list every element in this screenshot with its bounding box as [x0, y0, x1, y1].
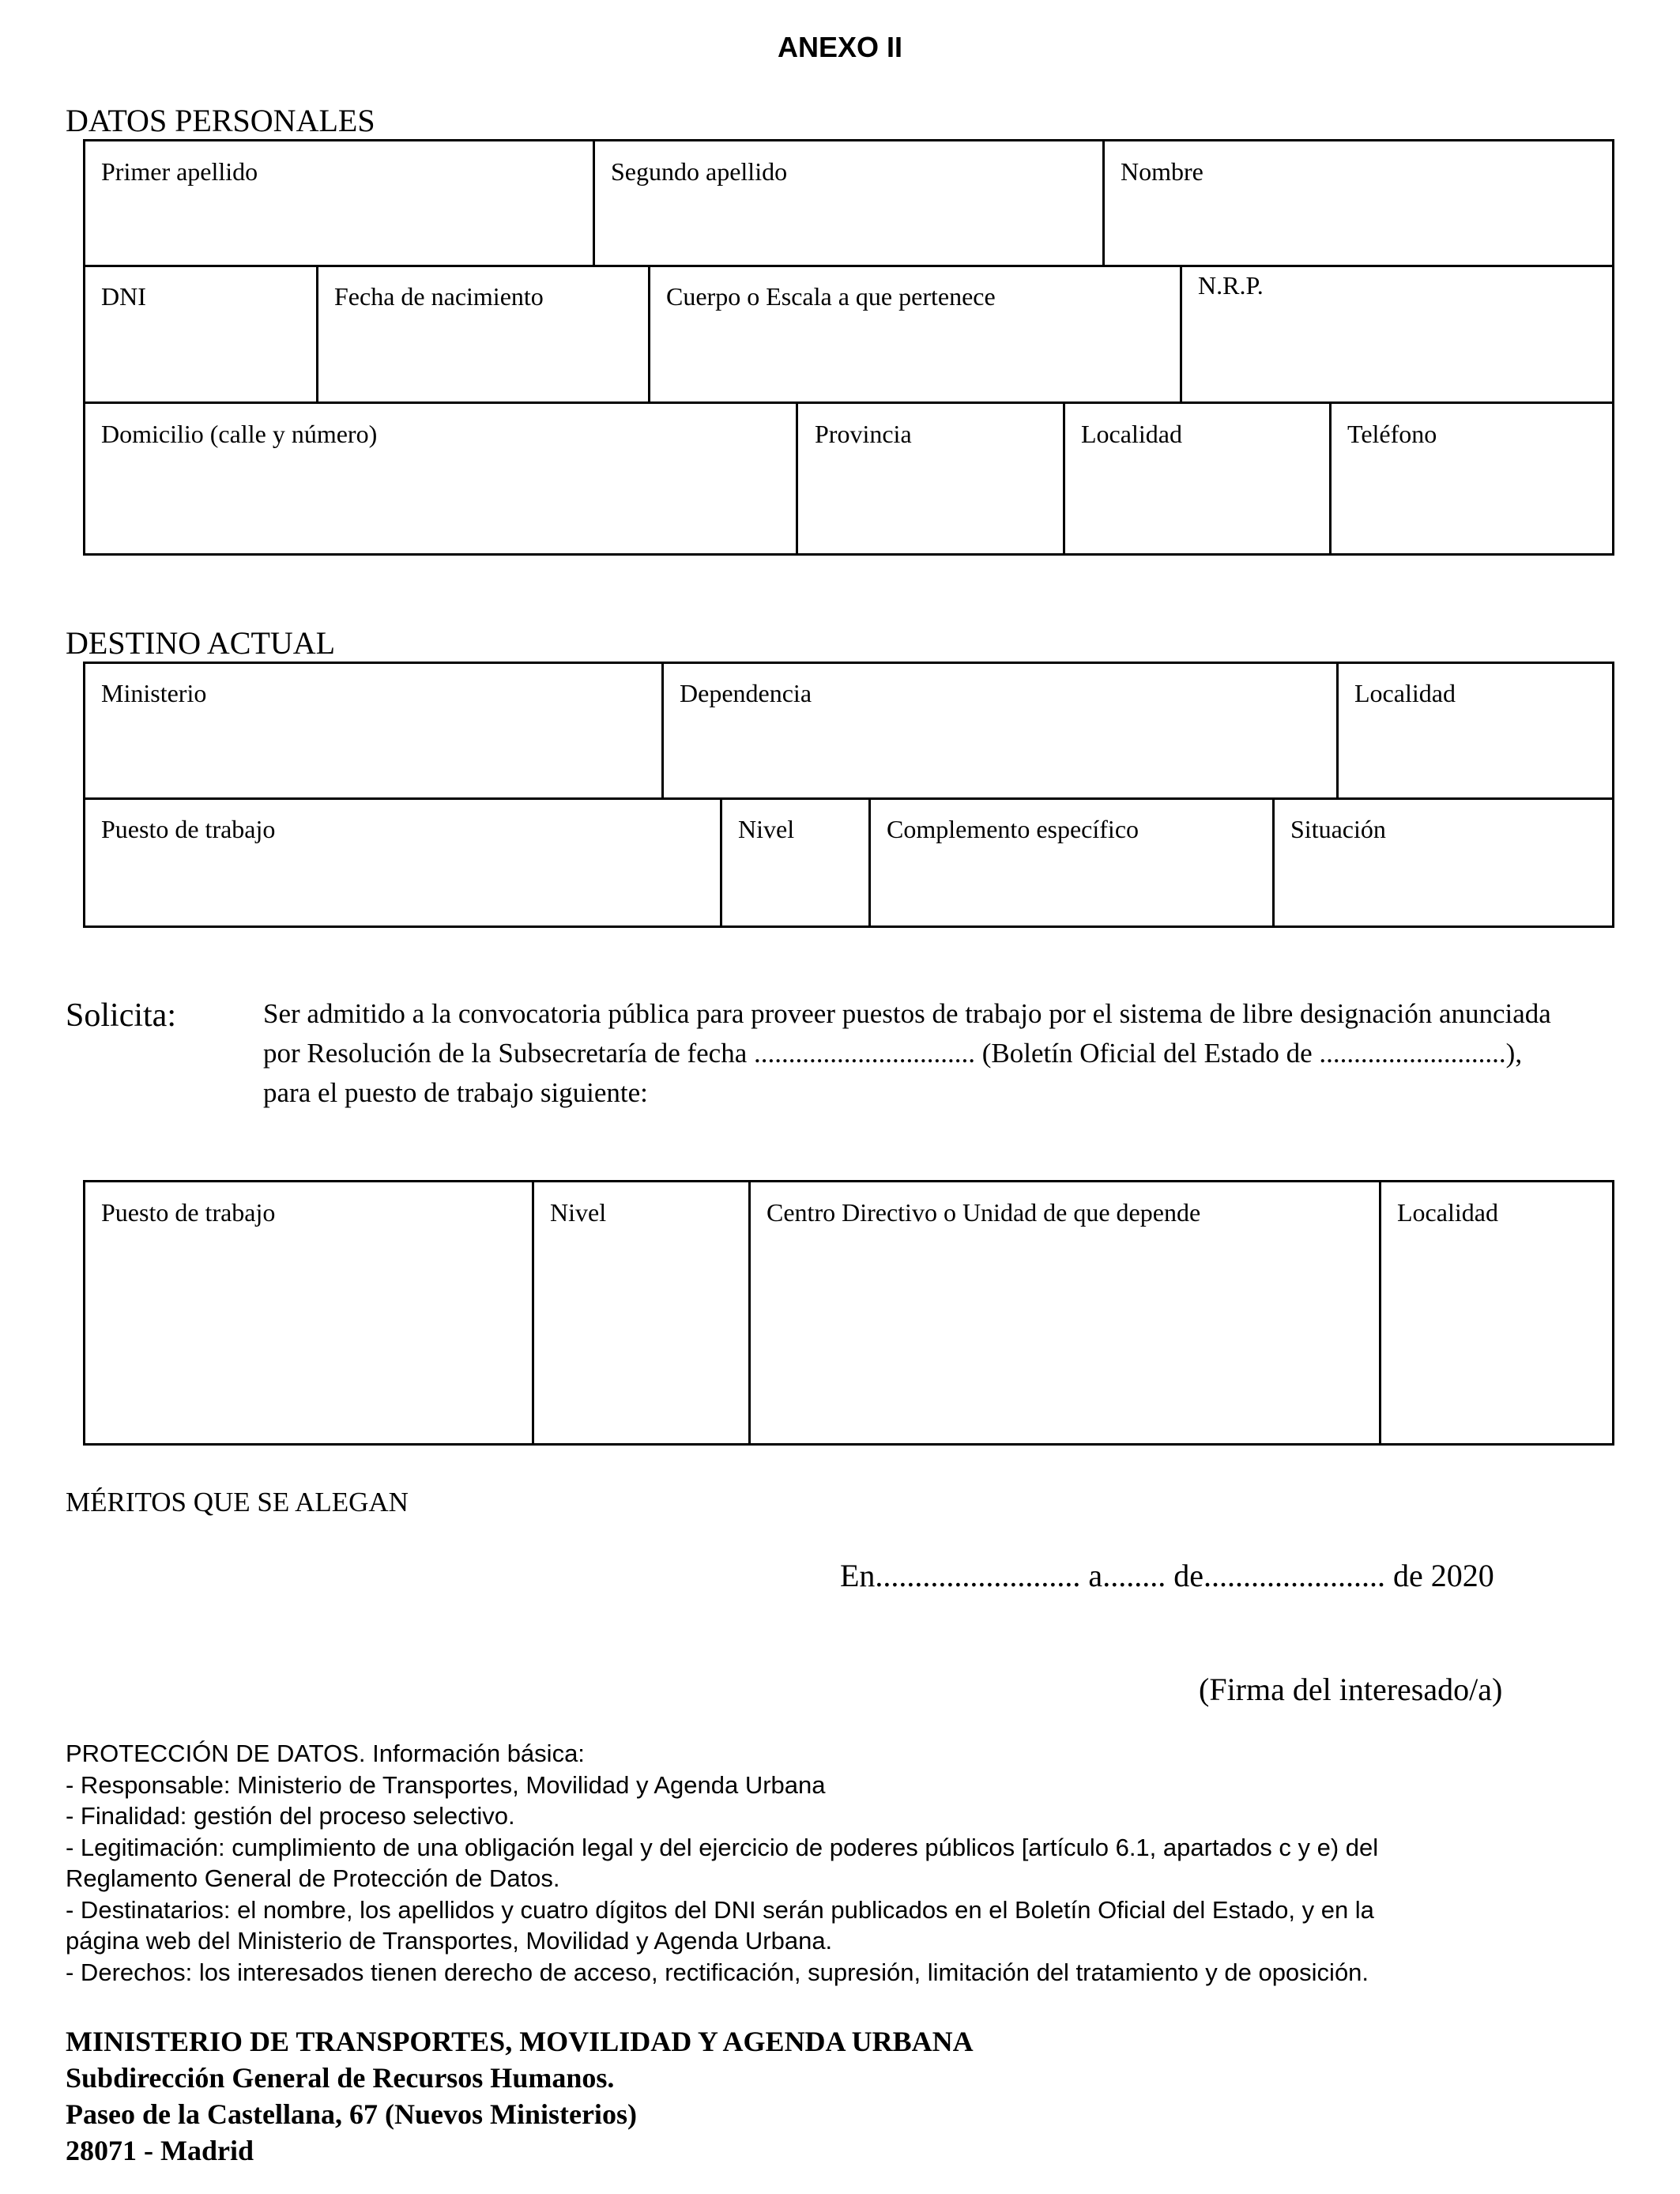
ministerio-footer [66, 2023, 974, 2169]
privacy-line: - Destinatarios: el nombre, los apellidos y cuatro dígitos del DNI serán publicados en el Boletín Oficial del Estado, y en la [66, 1895, 1374, 1924]
centro-directivo-field[interactable]: Centro Directivo o Unidad de que depende [767, 1198, 1201, 1227]
privacy-line: - Responsable: Ministerio de Transportes, Movilidad y Agenda Urbana [66, 1770, 826, 1799]
dni-field[interactable]: DNI [101, 282, 146, 311]
puesto-trabajo-solicitado-field[interactable]: Puesto de trabajo [101, 1198, 276, 1227]
telefono-field[interactable]: Teléfono [1347, 420, 1437, 448]
privacy-line: - Derechos: los interesados tienen derecho de acceso, rectificación, supresión, limitación del tratamiento y de oposición. [66, 1958, 1369, 1986]
destino-actual-heading: DESTINO ACTUAL [66, 625, 336, 661]
complemento-especifico-field[interactable]: Complemento específico [887, 815, 1139, 843]
firma-label: (Firma del interesado/a) [1199, 1672, 1503, 1707]
provincia-field[interactable]: Provincia [815, 420, 912, 448]
localidad-solicitado-field[interactable]: Localidad [1397, 1198, 1498, 1227]
solicita-text [263, 994, 1678, 1113]
privacy-line: - Finalidad: gestión del proceso selectivo. [66, 1802, 515, 1830]
nombre-field[interactable]: Nombre [1121, 157, 1203, 186]
domicilio-field[interactable]: Domicilio (calle y número) [101, 420, 378, 448]
situacion-field[interactable]: Situación [1290, 815, 1386, 843]
localidad-field[interactable]: Localidad [1081, 420, 1182, 448]
nivel-solicitado-field[interactable]: Nivel [550, 1198, 607, 1227]
address-line: Paseo de la Castellana, 67 (Nuevos Ministerios) [66, 2098, 637, 2130]
proteccion-datos [66, 1738, 1678, 1988]
fecha-line[interactable]: En.......................... a........ de....................... de 2020 [840, 1558, 1494, 1593]
meritos-heading: MÉRITOS QUE SE ALEGAN [66, 1487, 409, 1517]
dependencia-field[interactable]: Dependencia [680, 679, 812, 707]
ministerio-field[interactable]: Ministerio [101, 679, 207, 707]
localidad-actual-field[interactable]: Localidad [1354, 679, 1456, 707]
page-title: ANEXO II [777, 31, 903, 63]
solicita-line: para el puesto de trabajo siguiente: [263, 1077, 648, 1108]
subdireccion: Subdirección General de Recursos Humanos. [66, 2062, 615, 2094]
nivel-actual-field[interactable]: Nivel [738, 815, 795, 843]
fecha-nacimiento-field[interactable]: Fecha de nacimiento [334, 282, 544, 311]
datos-personales-heading: DATOS PERSONALES [66, 103, 375, 138]
segundo-apellido-field[interactable]: Segundo apellido [611, 157, 788, 186]
solicita-line: por Resolución de la Subsecretaría de fecha ................................ (Boletín Oficial del Estado de ...........................), [263, 1038, 1523, 1069]
solicita-label: Solicita: [66, 997, 176, 1034]
ministry-name: MINISTERIO DE TRANSPORTES, MOVILIDAD Y AGENDA URBANA [66, 2026, 974, 2057]
puesto-trabajo-actual-field[interactable]: Puesto de trabajo [101, 815, 276, 843]
privacy-line: - Legitimación: cumplimiento de una obligación legal y del ejercicio de poderes públicos [artículo 6.1, apartados c y e) del [66, 1833, 1379, 1861]
nrp-field[interactable]: N.R.P. [1198, 271, 1264, 300]
cuerpo-escala-field[interactable]: Cuerpo o Escala a que pertenece [666, 282, 996, 311]
postal-code-city: 28071 - Madrid [66, 2135, 254, 2166]
privacy-line: Reglamento General de Protección de Datos. [66, 1864, 560, 1892]
primer-apellido-field[interactable]: Primer apellido [101, 157, 258, 186]
solicita-line: Ser admitido a la convocatoria pública para proveer puestos de trabajo por el sistema de libre designación anunciada [263, 998, 1551, 1029]
privacy-line: PROTECCIÓN DE DATOS. Información básica: [66, 1740, 585, 1767]
privacy-line: página web del Ministerio de Transportes, Movilidad y Agenda Urbana. [66, 1927, 833, 1955]
